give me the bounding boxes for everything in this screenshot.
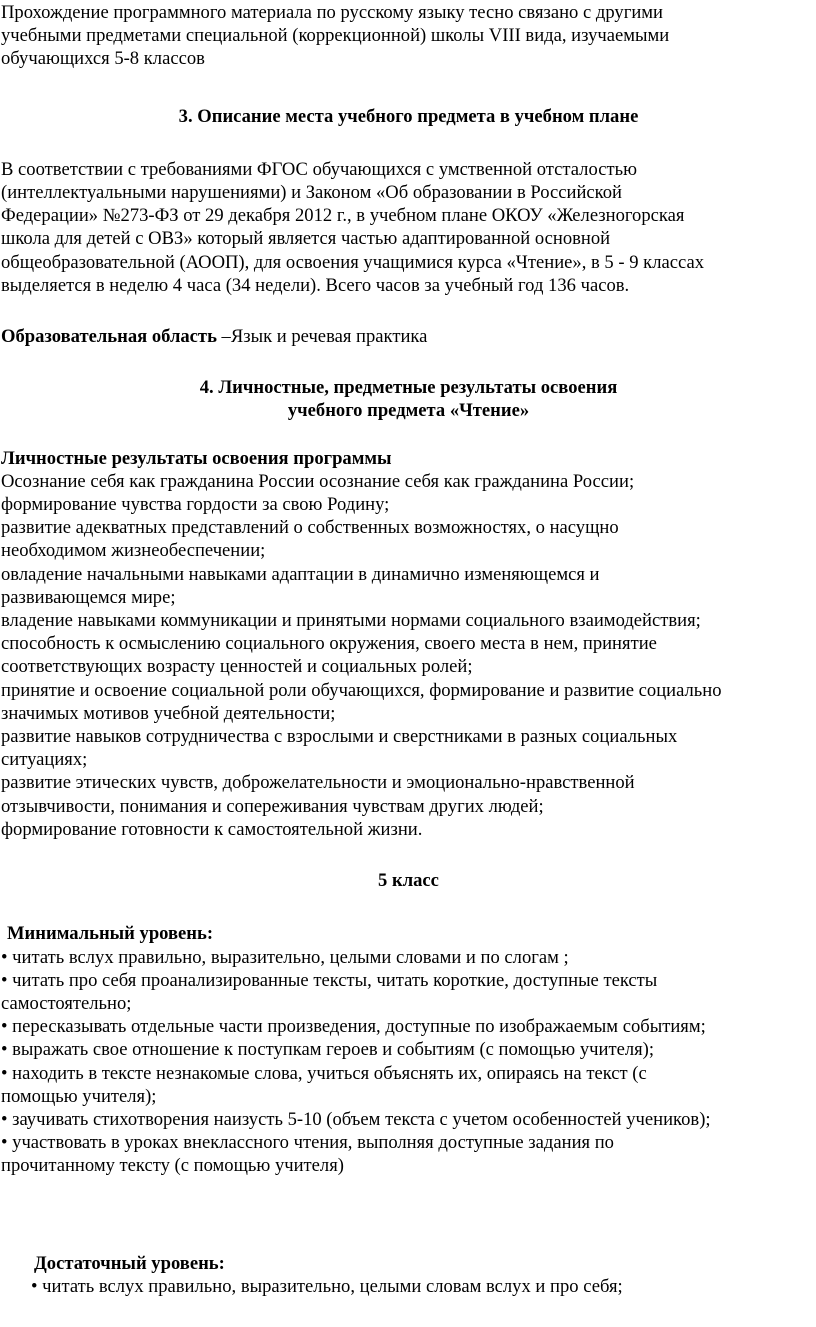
section3-line: В соответствии с требованиями ФГОС обучающихся с умственной отсталостью: [1, 158, 637, 180]
personal-result-line: развитие адекватных представлений о собственных возможностях, о насущно: [1, 517, 619, 539]
section3-line: общеобразовательной (АООП), для освоения учащимися курса «Чтение», в 5 - 9 классах: [1, 251, 705, 273]
personal-result-line: способность к осмыслению социального окружения, своего места в нем, принятие: [1, 633, 657, 655]
personal-result-line: необходимом жизнеобеспечении;: [1, 540, 266, 562]
section4-heading-line: 4. Личностные, предметные результаты освоения: [199, 377, 618, 399]
personal-result-line: соответствующих возрасту ценностей и социальных ролей;: [1, 656, 473, 678]
intro-line: учебными предметами специальной (коррекционной) школы VIII вида, изучаемыми: [1, 25, 670, 47]
min-level-item: помощью учителя);: [1, 1085, 157, 1107]
personal-result-line: развитие этических чувств, доброжелательности и эмоционально-нравственной: [1, 772, 635, 794]
min-level-item: • выражать свое отношение к поступкам героев и событиям (с помощью учителя);: [1, 1039, 655, 1061]
personal-result-line: принятие и освоение социальной роли обучающихся, формирование и развитие социально: [1, 679, 722, 701]
section3-line: школа для детей с ОВЗ» который является частью адаптированной основной: [1, 228, 611, 250]
personal-result-line: владение навыками коммуникации и принятыми нормами социального взаимодействия;: [1, 610, 701, 632]
min-level-item: • заучивать стихотворения наизусть 5-10 (объем текста с учетом особенностей учеников);: [1, 1108, 711, 1130]
min-level-list: [1, 946, 816, 1178]
educational-area-value: –Язык и речевая практика: [216, 326, 428, 348]
personal-results-list: [1, 470, 816, 841]
section3-paragraph: [1, 158, 816, 297]
intro-paragraph: [1, 0, 816, 71]
min-level-item: прочитанному тексту (с помощью учителя): [1, 1155, 344, 1177]
personal-result-line: отзывчивости, понимания и сопереживания чувствам других людей;: [1, 795, 544, 817]
min-level-item: • читать вслух правильно, выразительно, целыми словами и по слогам ;: [1, 946, 569, 968]
educational-area: [1, 325, 816, 348]
personal-result-line: значимых мотивов учебной деятельности;: [1, 702, 336, 724]
sufficient-level-heading: Достаточный уровень:: [34, 1252, 225, 1274]
personal-result-line: развитие навыков сотрудничества с взрослыми и сверстниками в разных социальных: [1, 726, 678, 748]
section3-line: выделяется в неделю 4 часа (34 недели). Всего часов за учебный год 136 часов.: [1, 274, 630, 296]
min-level-item: • читать про себя проанализированные тексты, читать короткие, доступные тексты: [1, 969, 658, 991]
min-level-item: • пересказывать отдельные части произведения, доступные по изображаемым событиям;: [1, 1016, 706, 1038]
min-level-item: самостоятельно;: [1, 992, 132, 1014]
min-level-item: • участвовать в уроках внеклассного чтения, выполняя доступные задания по: [1, 1132, 614, 1154]
intro-line: Прохождение программного материала по русскому языку тесно связано с другими: [1, 2, 664, 23]
personal-results-heading: Личностные результаты освоения программы: [1, 447, 392, 469]
personal-result-line: ситуациях;: [1, 749, 88, 771]
personal-result-line: формирование готовности к самостоятельной жизни.: [1, 818, 423, 840]
section4-heading-line: учебного предмета «Чтение»: [287, 400, 530, 422]
educational-area-label: Образовательная область: [1, 326, 217, 348]
personal-result-line: овладение начальными навыками адаптации в динамично изменяющемся и: [1, 563, 600, 585]
personal-result-line: Осознание себя как гражданина России осознание себя как гражданина России;: [1, 470, 635, 492]
grade5-heading: 5 класс: [378, 870, 439, 892]
sufficient-level-list: [1, 1275, 816, 1298]
min-level-item: • находить в тексте незнакомые слова, учиться объяснять их, опираясь на текст (с: [1, 1062, 647, 1084]
section3-line: Федерации» №273-ФЗ от 29 декабря 2012 г., в учебном плане ОКОУ «Железногорская: [1, 205, 685, 227]
section3-heading: 3. Описание места учебного предмета в учебном плане: [178, 105, 639, 127]
personal-result-line: формирование чувства гордости за свою Родину;: [1, 494, 390, 516]
sufficient-level-item: • читать вслух правильно, выразительно, целыми словам вслух и про себя;: [31, 1275, 623, 1297]
min-level-heading: Минимальный уровень:: [7, 923, 214, 945]
intro-line: обучающихся 5-8 классов: [1, 48, 205, 70]
section4-heading: [1, 376, 816, 422]
section3-line: (интеллектуальными нарушениями) и Законом «Об образовании в Российской: [1, 182, 623, 204]
personal-result-line: развивающемся мире;: [1, 586, 176, 608]
